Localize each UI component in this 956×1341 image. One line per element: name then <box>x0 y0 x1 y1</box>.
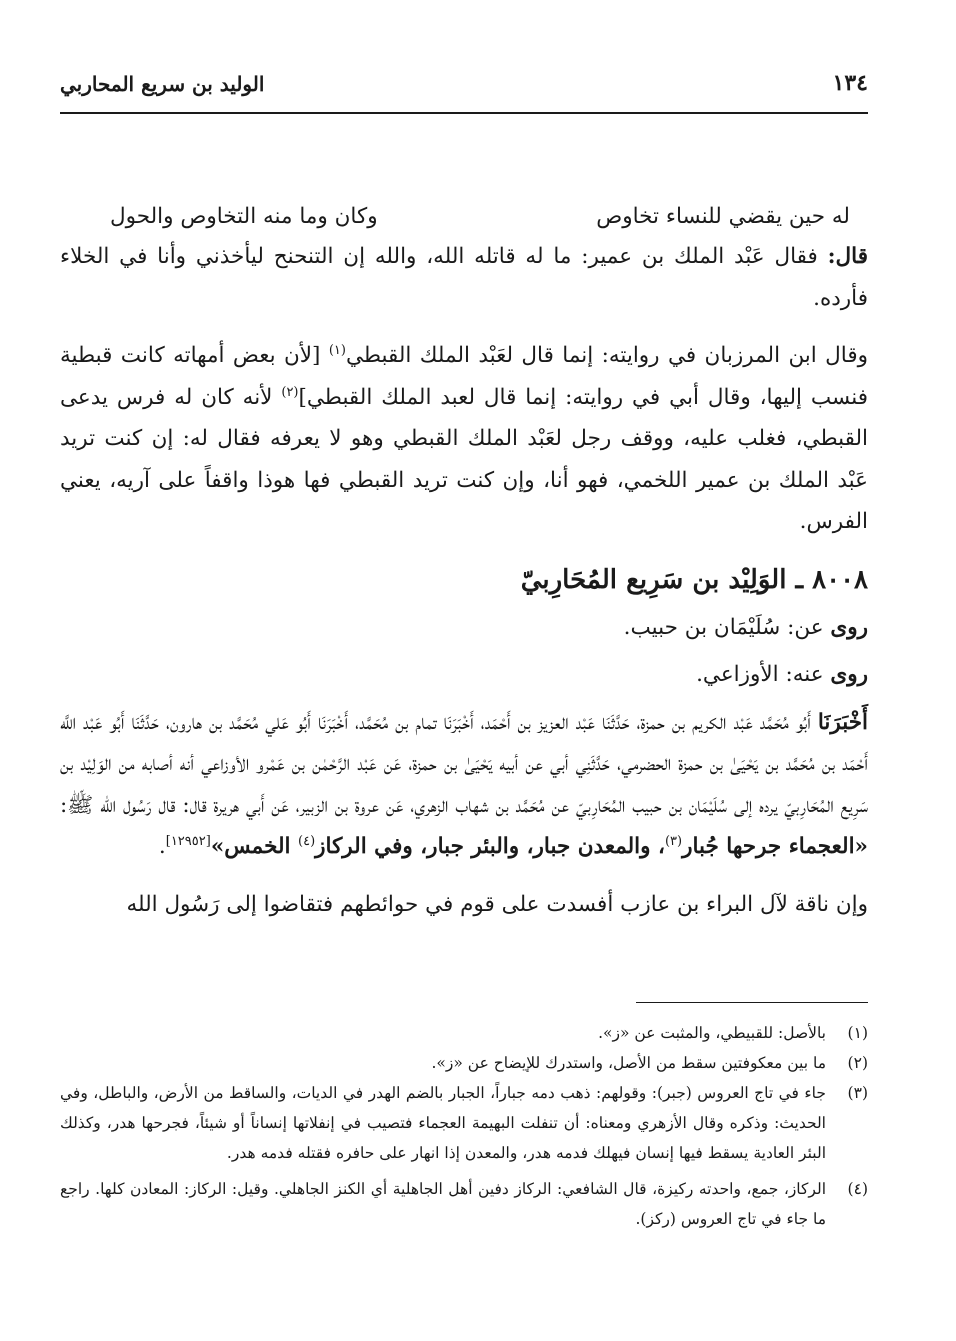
footnote-marker-3[interactable]: (٣) <box>664 833 683 849</box>
qala-text: فقال عَبْد الملك بن عمير: ما له قاتله الله، والله إن التنحنح ليأخذني وأنا في الخلاء فأرده. <box>60 244 868 311</box>
footnote-marker-4[interactable]: (٤) <box>298 833 316 849</box>
running-title: الوليد بن سريع المحاربي <box>60 72 265 96</box>
page-header <box>60 60 868 114</box>
marzuban-text-a: وقال ابن المرزبان في روايته: إنما قال لعَبْد الملك القبطي <box>345 343 868 368</box>
poetry-verse <box>60 198 868 236</box>
footnote <box>60 1174 868 1234</box>
paragraph-qala <box>60 236 868 319</box>
main-text <box>60 236 868 925</box>
isnad-text: أَبُو مُحَمَّد عَبْد الكريم بن حمزة، حَدَّثَنَا عَبْد العزيز بن أَحْمَد، أَخْبَرَنَا تمام بن مُحَمَّد، أَخْبَرَنَا أَبُو عَلي مُحَمَّد بن هارون، حَدَّثَنَا أَبُو عَبْد اللَّه أَحْمَد بن مُحَمَّد بن يَحْيَىٰ بن حمزة الحضرمي، حَدَّثَنِي أبي عن أبيه يَحْيَىٰ بن حمزة، عَن عَبْد الرَّحْمٰن بن عَمْرو الأوزاعي أنه أصابه من الوَلِيْد بن سَرِيع المُحَارِبيّ يرده إلى سُلَيْمَان بن حبيب المُحَارِبيّ عن مُحَمَّد بن شهاب الزهري، عَن عروة بن الزبير، عَن أَبي هريرة قال: قال رَسُول الله ﷺ: <box>60 709 868 818</box>
footnote-number: (٣) <box>847 1084 868 1102</box>
rawa-an-line <box>60 607 868 649</box>
footnote-marker-2[interactable]: (٢) <box>281 384 299 400</box>
footnote-number: (٤) <box>847 1180 868 1198</box>
footnote-text: ما بين معكوفتين سقط من الأصل، واستدرك للإيضاح عن «ز». <box>431 1054 826 1072</box>
hadith-text-a: «العجماء جرحها جُبار <box>682 834 868 859</box>
verse-right-hemistich: له حين يقضي للنساء تخاوص <box>596 204 850 229</box>
footnote-text: الركاز، جمع، واحدته ركيزة، قال الشافعي: الركاز دفين أهل الجاهلية أي الكنز الجاهلي. وقيل: الركاز: المعادن كلها. راجع ما جاء في تاج العروس (ركز). <box>60 1180 826 1228</box>
hadith-text-b: ، والمعدن جبار، والبئر جبار، وفي الركاز <box>315 834 665 859</box>
isnad-lead: أَخْبَرَنَا <box>817 709 868 735</box>
footnote-text: جاء في تاج العروس (جبر): وقولهم: ذهب دمه جباراً، الجبار بالضم الهدر في الديات، والساقط من الأرض، والباطل، وفي الحديث: وذكره وقال الأزهري ومعناه: أن تنفلت البهيمة العجماء فتصيب في إنفلاتها إنساناً أو شيئاً، فجرحها هدر، وكذلك البئر العادية يسقط فيها إنسان فيهلك فدمه هدر، والمعدن إذا انهار على حافره فقتله فدمه هدر. <box>60 1084 826 1162</box>
marzuban-text-b: [لأن بعض أمهاته كانت قبطية فنسب إليها، وقال أبي في روايته: إنما قال لعبد الملك القبطي] <box>60 343 868 410</box>
rawa-anhu-text: عنه: الأوزاعي. <box>696 662 831 687</box>
book-page <box>60 60 868 1300</box>
footnote <box>60 1048 868 1078</box>
footnote <box>60 1018 868 1048</box>
rawa-anhu-line <box>60 654 868 696</box>
hadith-text-c: الخمس» <box>210 834 298 859</box>
footnote <box>60 1078 868 1168</box>
qala-label: قال: <box>827 244 868 269</box>
footnote-text: بالأصل: للقبيطي، والمثبت عن «ز». <box>598 1024 826 1042</box>
entry-title: ٨٠٠٨ ـ الوَلِيْد بن سَرِيع المُحَارِبيّ <box>520 564 868 595</box>
rawa-anhu-label: روى <box>830 662 868 687</box>
paragraph-marzuban <box>60 335 868 543</box>
footnotes <box>60 1018 868 1234</box>
footnote-marker-1[interactable]: (١) <box>328 342 346 358</box>
footnote-number: (١) <box>847 1024 868 1042</box>
isnad-paragraph <box>60 702 868 868</box>
rawa-an-label: روى <box>830 614 868 640</box>
paragraph-naqa: وإن ناقة لآل البراء بن عازب أفسدت على قوم في حوائطهم فتقاضوا إلى رَسُول الله <box>126 891 868 917</box>
marzuban-text-c: لأنه كان له فرس يدعى القبطي، فغلب عليه، ووقف رجل لعَبْد الملك القبطي وهو لا يعرفه فقال له: إن كنت تريد عَبْد الملك بن عمير اللخمي، فهو أنا، وإن كنت تريد القبطي فها هوذا واقفاً على آريه، يعني الفرس. <box>60 384 868 534</box>
verse-left-hemistich: وكان وما منه التخاوص والحول <box>110 204 378 229</box>
footnote-divider <box>636 1002 868 1003</box>
isnad-end: . <box>158 834 166 859</box>
rawa-an-text: عن: سُلَيْمَان بن حبيب. <box>623 614 831 640</box>
hadith-reference-number: [١٢٩٥٢] <box>165 833 211 849</box>
footnote-number: (٢) <box>847 1054 868 1072</box>
page-number: ١٣٤ <box>832 70 868 96</box>
